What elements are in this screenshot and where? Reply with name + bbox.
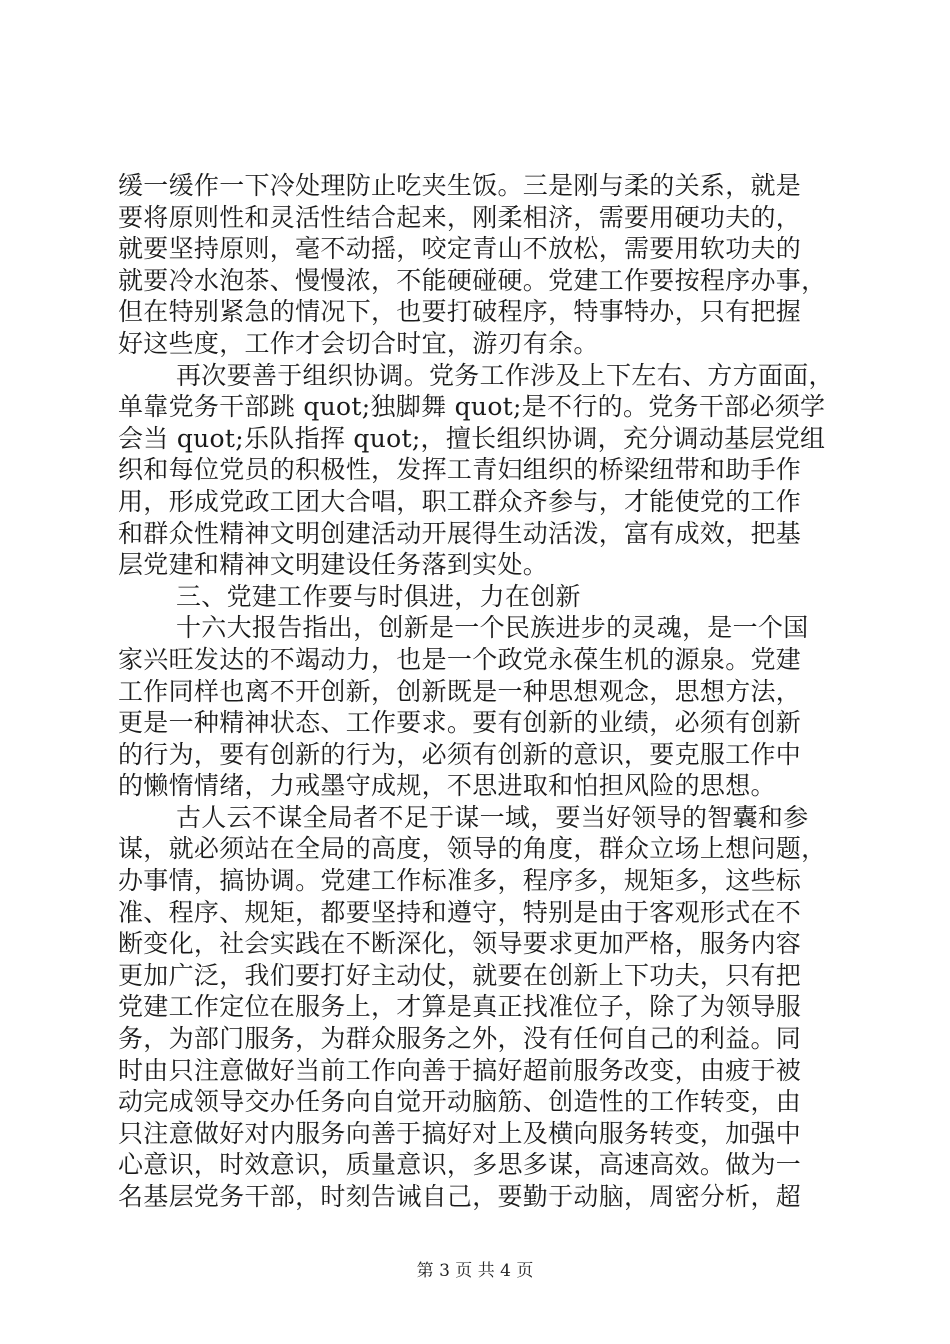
text-line: 时由只注意做好当前工作向善于搞好超前服务改变，由疲于被 — [118, 1055, 802, 1085]
text-line: 只注意做好对内服务向善于搞好对上及横向服务转变，加强中 — [118, 1118, 802, 1148]
text-line: 谋，就必须站在全局的高度，领导的角度，群众立场上想问题， — [118, 834, 827, 864]
text-line: 单靠党务干部跳 quot;独脚舞 quot;是不行的。党务干部必须学 — [118, 392, 826, 422]
text-line: 但在特别紧急的情况下，也要打破程序，特事特办，只有把握 — [118, 297, 802, 327]
text-line: 办事情，搞协调。党建工作标准多，程序多，规矩多，这些标 — [118, 866, 802, 896]
text-line: 就要坚持原则，毫不动摇，咬定青山不放松，需要用软功夫的 — [118, 234, 802, 264]
text-line: 缓一缓作一下冷处理防止吃夹生饭。三是刚与柔的关系，就是 — [118, 171, 802, 200]
page-number-footer: 第 3 页 共 4 页 — [416, 1261, 534, 1281]
text-line: 动完成领导交办任务向自觉开动脑筋、创造性的工作转变，由 — [118, 1087, 802, 1117]
text-line: 织和每位党员的积极性，发挥工青妇组织的桥梁纽带和助手作 — [118, 455, 802, 485]
text-line: 十六大报告指出，创新是一个民族进步的灵魂，是一个国 — [176, 613, 809, 643]
text-line: 更是一种精神状态、工作要求。要有创新的业绩，必须有创新 — [118, 708, 802, 738]
text-line: 务，为部门服务，为群众服务之外，没有任何自己的利益。同 — [118, 1024, 802, 1054]
text-line: 党建工作定位在服务上，才算是真正找准位子，除了为领导服 — [118, 992, 802, 1022]
text-line: 名基层党务干部，时刻告诫自己，要勤于动脑，周密分析，超 — [118, 1182, 802, 1211]
text-line: 要将原则性和灵活性结合起来，刚柔相济，需要用硬功夫的， — [118, 202, 802, 232]
text-line: 准、程序、规矩，都要坚持和遵守，特别是由于客观形式在不 — [118, 897, 802, 927]
text-line: 心意识，时效意识，质量意识，多思多谋，高速高效。做为一 — [118, 1150, 802, 1180]
text-line: 三、党建工作要与时俱进，力在创新 — [176, 581, 581, 611]
text-line: 就要冷水泡茶、慢慢浓，不能硬碰硬。党建工作要按程序办事， — [118, 265, 827, 295]
text-line: 的懒惰情绪，力戒墨守成规，不思进取和怕担风险的思想。 — [118, 771, 776, 801]
text-line: 好这些度，工作才会切合时宜，游刃有余。 — [118, 328, 599, 358]
text-line: 断变化，社会实践在不断深化，领导要求更加严格，服务内容 — [118, 929, 802, 959]
text-line: 和群众性精神文明创建活动开展得生动活泼，富有成效，把基 — [118, 518, 802, 548]
text-line: 的行为，要有创新的行为，必须有创新的意识，要克服工作中 — [118, 739, 802, 769]
text-line: 层党建和精神文明建设任务落到实处。 — [118, 550, 549, 580]
text-line: 工作同样也离不开创新，创新既是一种思想观念，思想方法， — [118, 676, 802, 706]
document-body — [118, 170, 838, 1213]
text-line: 古人云不谋全局者不足于谋一域，要当好领导的智囊和参 — [176, 802, 809, 832]
text-line: 更加广泛，我们要打好主动仗，就要在创新上下功夫，只有把 — [118, 960, 802, 990]
text-line: 用，形成党政工团大合唱，职工群众齐参与，才能使党的工作 — [118, 486, 802, 516]
text-line: 会当 quot;乐队指挥 quot;，擅长组织协调，充分调动基层党组 — [118, 423, 826, 453]
text-line: 家兴旺发达的不竭动力，也是一个政党永葆生机的源泉。党建 — [118, 644, 802, 674]
text-line: 再次要善于组织协调。党务工作涉及上下左右、方方面面， — [176, 360, 834, 390]
